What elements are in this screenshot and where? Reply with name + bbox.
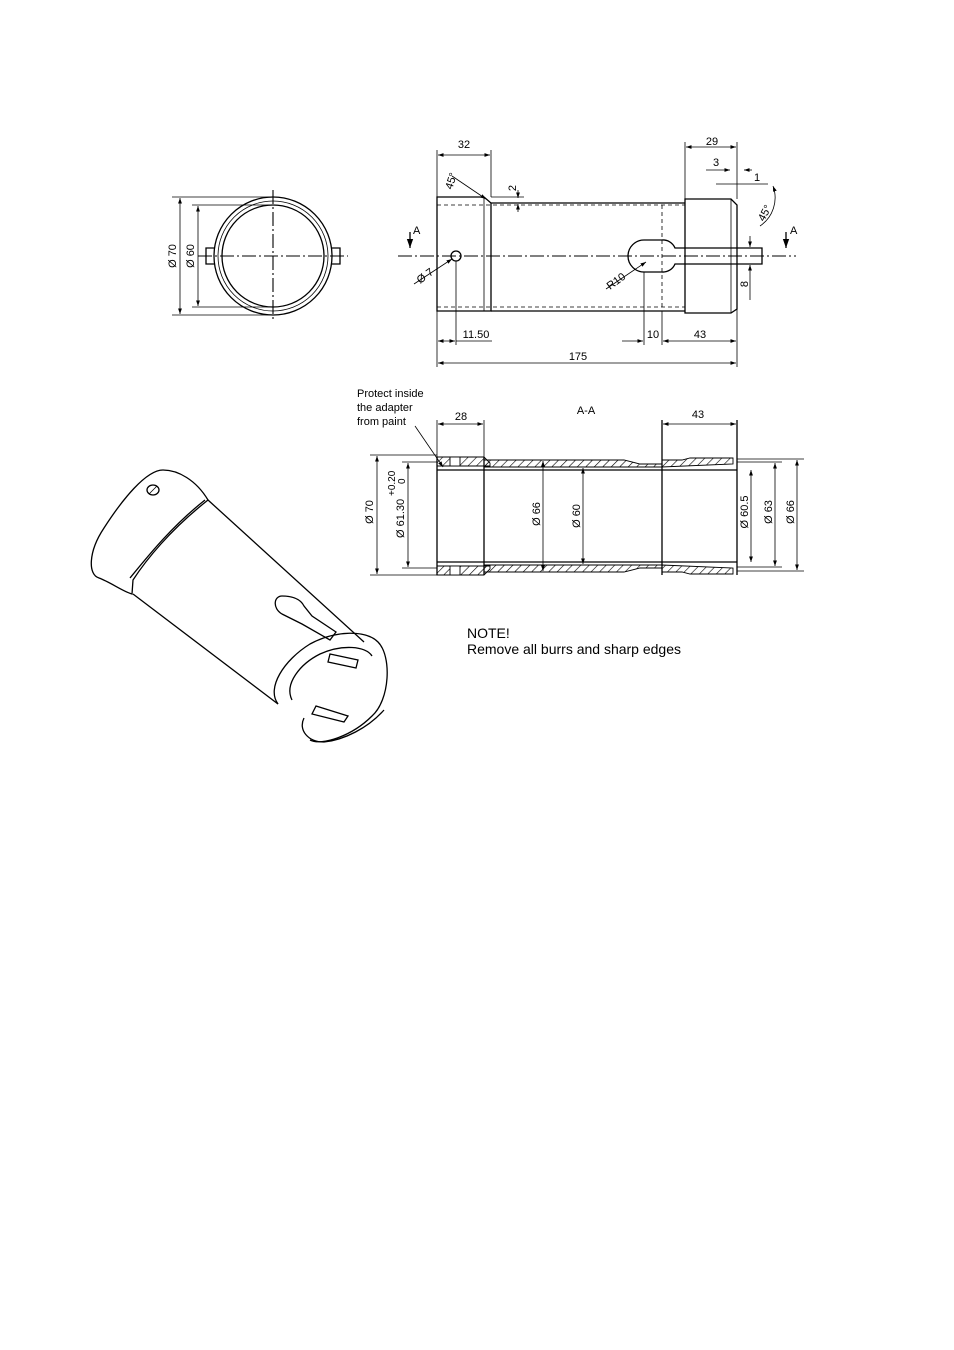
section-wall-top-right xyxy=(662,458,733,467)
section-hole-cut xyxy=(450,566,460,575)
dim-66-right: Ø 66 xyxy=(785,500,797,524)
section-hole-cut xyxy=(450,457,460,466)
dim-total: 175 xyxy=(568,351,588,363)
section-label-left: A xyxy=(413,225,421,237)
protect-note-line3: from paint xyxy=(357,416,406,428)
section-wall-bottom xyxy=(484,565,662,572)
section-wall-top-collar xyxy=(437,457,490,466)
iso-end-inner xyxy=(290,647,372,700)
dim-chamfer-left: 45° xyxy=(443,171,460,191)
dim-hole: Ø 7 xyxy=(414,266,437,287)
dim-hole-pos: 11.50 xyxy=(462,329,490,341)
iso-split-edge xyxy=(312,706,348,722)
section-wall-bottom-right xyxy=(662,565,733,574)
dim-bore: Ø 61.30 xyxy=(395,498,407,538)
dim-end-inner: Ø 60 xyxy=(185,244,197,268)
iso-slot xyxy=(275,596,336,640)
dim-63: Ø 63 xyxy=(763,500,775,524)
dim-66: Ø 66 xyxy=(531,502,543,526)
dim-section-od: Ø 70 xyxy=(364,500,376,524)
dim-60: Ø 60 xyxy=(571,504,583,528)
side-view-collar xyxy=(437,197,491,311)
dim-43: 43 xyxy=(693,329,707,341)
isometric-view xyxy=(91,470,387,742)
section-wall-top xyxy=(484,460,662,467)
iso-hole-slash xyxy=(149,486,157,494)
tol-lower: 0 xyxy=(397,478,408,484)
dim-collar-length: 32 xyxy=(457,139,471,151)
dim-slot-width: 8 xyxy=(739,280,751,288)
dim-end-outer: Ø 70 xyxy=(167,244,179,268)
dim-3: 3 xyxy=(712,157,720,169)
note-title: NOTE! xyxy=(467,625,510,641)
side-view xyxy=(398,136,798,367)
protect-note-line2: the adapter xyxy=(357,402,413,414)
tol-upper: +0.20 xyxy=(387,470,398,496)
dim-1: 1 xyxy=(754,172,761,184)
iso-collar-outline xyxy=(91,470,208,594)
note-text: Remove all burrs and sharp edges xyxy=(467,641,682,657)
dim-chamfer-right: 45° xyxy=(756,203,775,224)
note-block xyxy=(467,625,681,657)
dim-28: 28 xyxy=(454,411,468,423)
end-view xyxy=(167,190,348,322)
iso-split-edge xyxy=(328,654,358,668)
iso-tube-top xyxy=(208,500,364,642)
iso-tube-bottom xyxy=(133,594,278,704)
dim-10: 10 xyxy=(646,329,660,341)
dim-radius: R10 xyxy=(604,270,629,293)
dim-43-section: 43 xyxy=(691,409,705,421)
section-title: A-A xyxy=(576,405,596,417)
section-wall-bottom-collar xyxy=(437,566,490,575)
dim-right-end: 29 xyxy=(705,136,719,148)
protect-note-line1: Protect inside xyxy=(357,388,424,400)
section-label-right: A xyxy=(790,225,798,237)
dim-step: 2 xyxy=(507,184,519,192)
section-view xyxy=(357,388,804,575)
dim-60-5: Ø 60.5 xyxy=(739,495,751,529)
